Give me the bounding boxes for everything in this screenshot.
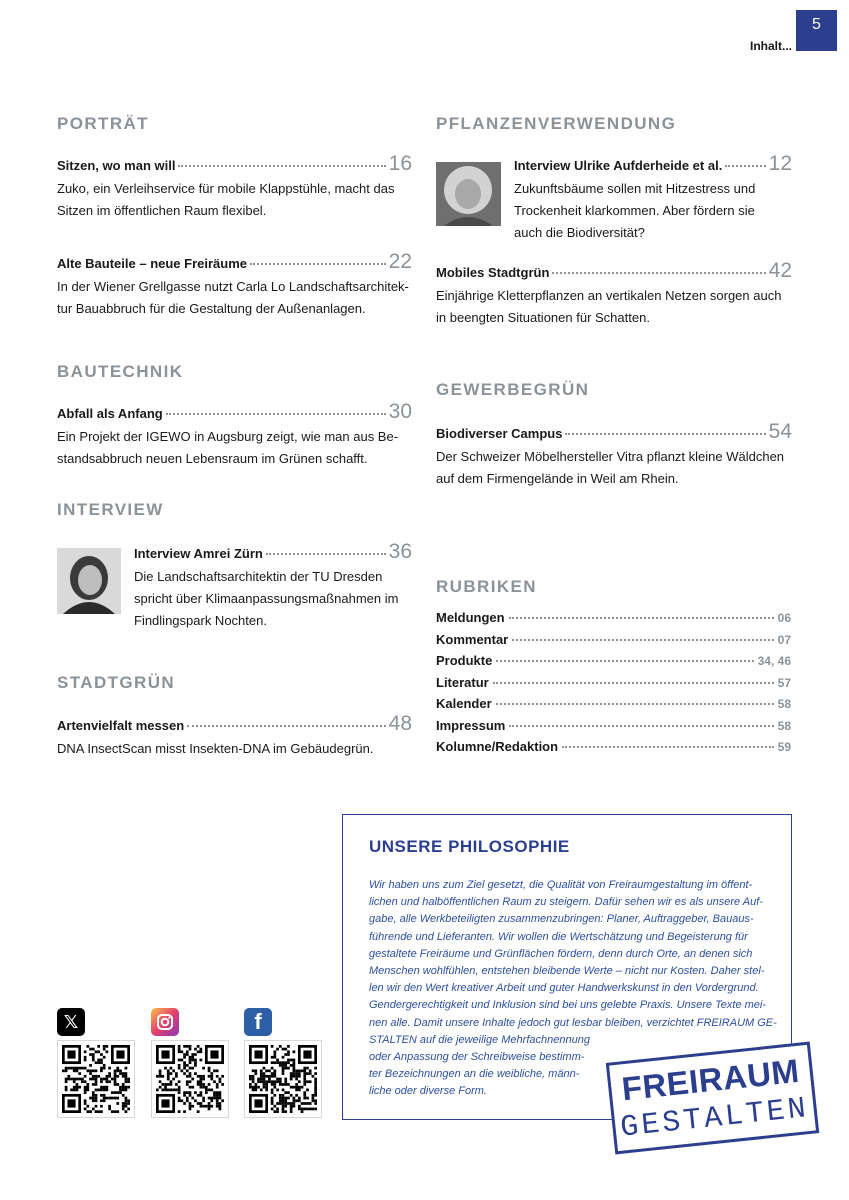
toc-entry[interactable] <box>436 422 792 490</box>
page-number: 5 <box>796 10 837 51</box>
entry-title: Artenvielfalt messen <box>57 718 185 733</box>
rubrik-title: Impressum <box>436 717 506 733</box>
entry-desc-line: Zuko, ein Verleihservice für mobile Klappstühle, macht das <box>57 181 395 196</box>
entry-desc-line: in beengten Situationen für Schatten. <box>436 310 650 325</box>
philosophy-line: len wir den Wert kreativer Arbeit und guter Handwerkskunst in den Vordergrund. <box>369 982 759 995</box>
rubrik-page: 58 <box>777 697 791 711</box>
rubrik-title: Meldungen <box>436 610 505 625</box>
leader-dots <box>565 433 765 435</box>
logo-line-2: GESTALTEN <box>618 1092 811 1146</box>
list-item[interactable] <box>436 739 791 761</box>
list-item[interactable] <box>436 653 791 675</box>
list-item[interactable] <box>436 718 791 740</box>
x-icon[interactable]: 𝕏 <box>57 1008 85 1036</box>
entry-page: 54 <box>768 420 792 443</box>
leader-dots <box>509 725 773 727</box>
philosophy-line: STALTEN auf die jeweilige Mehrfachnennung <box>369 1033 590 1046</box>
section-title-gewerbegruen: GEWERBEGRÜN <box>436 380 590 399</box>
toc-entry[interactable] <box>514 154 792 244</box>
toc-entry[interactable] <box>436 261 792 329</box>
entry-desc-line: Die Landschaftsarchitektin der TU Dresden <box>134 569 383 584</box>
leader-dots <box>509 617 774 619</box>
philosophy-line: lichen und halböffentlichen Raum zu steigern. Dafür sehen wir es als unsere Auf- <box>369 896 763 909</box>
entry-page: 22 <box>388 250 412 273</box>
entry-desc-line: Der Schweizer Möbelhersteller Vitra pflanzt kleine Wäldchen <box>436 449 785 464</box>
leader-dots <box>166 413 386 415</box>
entry-desc-line: Einjährige Kletterpflanzen an vertikalen Netzen sorgen auch <box>436 288 782 303</box>
entry-desc-line: auf dem Firmengelände in Weil am Rhein. <box>436 471 679 486</box>
philosophy-line: nen alle. Damit unsere Inhalte jedoch gut lesbar bleiben, verzichtet FREIRAUM GE- <box>369 1016 777 1029</box>
philosophy-line: gestaltete Freiräume und Grünflächen fördern, denn durch Orte, an denen sich <box>369 947 753 960</box>
philosophy-line: oder Anpassung der Schreibweise bestimm- <box>369 1051 585 1064</box>
rubrik-title: Literatur <box>436 674 489 690</box>
qr-code-facebook[interactable] <box>244 1040 322 1118</box>
portrait-photo-ulrike-aufderheide <box>436 162 501 226</box>
entry-title: Mobiles Stadtgrün <box>436 265 550 280</box>
leader-dots <box>512 639 773 641</box>
rubrik-page: 06 <box>777 611 791 625</box>
entry-page: 12 <box>768 152 792 175</box>
philosophy-line: ter Bezeichnungen an die weibliche, männ- <box>369 1068 580 1081</box>
rubrik-page: 34, 46 <box>757 654 791 668</box>
leader-dots <box>187 725 385 727</box>
rubrik-title: Produkte <box>436 653 493 668</box>
philosophy-line: Gendergerechtigkeit und Inklusion sind bei uns gelebte Praxis. Unsere Texte mei- <box>369 999 767 1012</box>
section-title-bautechnik: BAUTECHNIK <box>57 362 184 381</box>
running-head: Inhalt... <box>750 39 792 53</box>
entry-page: 42 <box>768 259 792 282</box>
entry-desc-line: standsabbruch neuen Lebensraum im Grünen schafft. <box>57 451 368 466</box>
entry-page: 30 <box>388 400 412 423</box>
rubrik-title: Kommentar <box>436 631 509 647</box>
portrait-photo-amrei-zuern <box>57 548 121 614</box>
entry-desc-line: Sitzen im öffentlichen Raum flexibel. <box>57 203 267 218</box>
rubriken-list <box>436 610 791 761</box>
section-title-interview: INTERVIEW <box>57 500 164 519</box>
leader-dots <box>493 682 774 684</box>
entry-desc-line: DNA InsectScan misst Insekten-DNA im Gebäudegrün. <box>57 741 374 756</box>
entry-desc-line: Trockenheit klarkommen. Aber fördern sie <box>514 203 755 218</box>
leader-dots <box>725 165 765 167</box>
entry-desc-line: tur Bauabbruch für die Gestaltung der Außenanlagen. <box>57 301 366 316</box>
leader-dots <box>496 703 774 705</box>
rubrik-title: Kolumne/Redaktion <box>436 739 559 754</box>
toc-entry[interactable] <box>57 402 412 470</box>
leader-dots <box>266 553 386 555</box>
instagram-icon[interactable] <box>151 1008 179 1036</box>
section-title-stadtgruen: STADTGRÜN <box>57 673 176 692</box>
entry-page: 36 <box>388 540 412 563</box>
portrait-image <box>57 548 121 614</box>
section-title-pflanzenverwendung: PFLANZENVERWENDUNG <box>436 114 677 133</box>
leader-dots <box>250 263 386 265</box>
entry-desc-line: Ein Projekt der IGEWO in Augsburg zeigt, wie man aus Be- <box>57 429 399 444</box>
rubrik-page: 59 <box>777 740 791 754</box>
philosophy-line: Menschen wohlfühlen, entstehen bleibende Werte – nicht nur Kosten. Daher stel- <box>369 965 765 978</box>
philosophy-line: gabe, alle Werkbeteiligten zusammenzubringen: Planer, Auftraggeber, Bauaus- <box>369 913 754 926</box>
entry-title: Interview Ulrike Aufderheide et al. <box>514 158 723 173</box>
leader-dots <box>496 660 753 662</box>
qr-code-x[interactable] <box>57 1040 135 1118</box>
list-item[interactable] <box>436 696 791 718</box>
entry-desc-line: In der Wiener Grellgasse nutzt Carla Lo Landschaftsarchitek- <box>57 279 409 294</box>
toc-entry[interactable] <box>134 542 412 632</box>
entry-title: Sitzen, wo man will <box>57 158 176 173</box>
list-item[interactable] <box>436 632 791 654</box>
philosophy-line: führende und Lieferanten. Wir wollen die Wertschätzung und Begeisterung für <box>369 930 748 943</box>
entry-title: Interview Amrei Zürn <box>134 546 263 561</box>
list-item[interactable] <box>436 675 791 697</box>
toc-entry[interactable] <box>57 252 412 320</box>
philosophy-title: UNSERE PHILOSOPHIE <box>369 837 570 856</box>
philosophy-line: liche oder diverse Form. <box>369 1085 487 1098</box>
entry-title: Alte Bauteile – neue Freiräume <box>57 256 248 271</box>
entry-desc-line: Findlingspark Nochten. <box>134 613 267 628</box>
qr-code-instagram[interactable] <box>151 1040 229 1118</box>
section-title-portraet: PORTRÄT <box>57 114 149 133</box>
toc-entry[interactable] <box>57 154 412 222</box>
qr-pattern <box>62 1045 130 1113</box>
rubrik-page: 07 <box>777 632 791 647</box>
facebook-icon[interactable]: f <box>244 1008 272 1036</box>
rubrik-page: 57 <box>777 675 791 690</box>
list-item[interactable] <box>436 610 791 632</box>
rubrik-page: 58 <box>777 718 791 733</box>
leader-dots <box>178 165 385 167</box>
rubrik-title: Kalender <box>436 696 492 711</box>
qr-pattern <box>156 1045 224 1113</box>
leader-dots <box>552 272 765 274</box>
entry-title: Biodiverser Campus <box>436 426 563 441</box>
leader-dots <box>562 746 774 748</box>
qr-pattern <box>249 1045 317 1113</box>
entry-page: 48 <box>388 712 412 735</box>
logo-line-1: FREIRAUM <box>620 1051 802 1108</box>
section-title-rubriken: RUBRIKEN <box>436 577 537 596</box>
entry-desc-line: spricht über Klimaanpassungsmaßnahmen im <box>134 591 399 606</box>
entry-desc-line: Zukunftsbäume sollen mit Hitzestress und <box>514 181 756 196</box>
entry-title: Abfall als Anfang <box>57 406 163 421</box>
entry-page: 16 <box>388 152 412 175</box>
portrait-image <box>436 162 501 226</box>
philosophy-line: Wir haben uns zum Ziel gesetzt, die Qualität von Freiraumgestaltung im öffent- <box>369 879 753 891</box>
toc-entry[interactable] <box>57 714 412 760</box>
entry-desc-line: auch die Biodiversität? <box>514 225 645 240</box>
